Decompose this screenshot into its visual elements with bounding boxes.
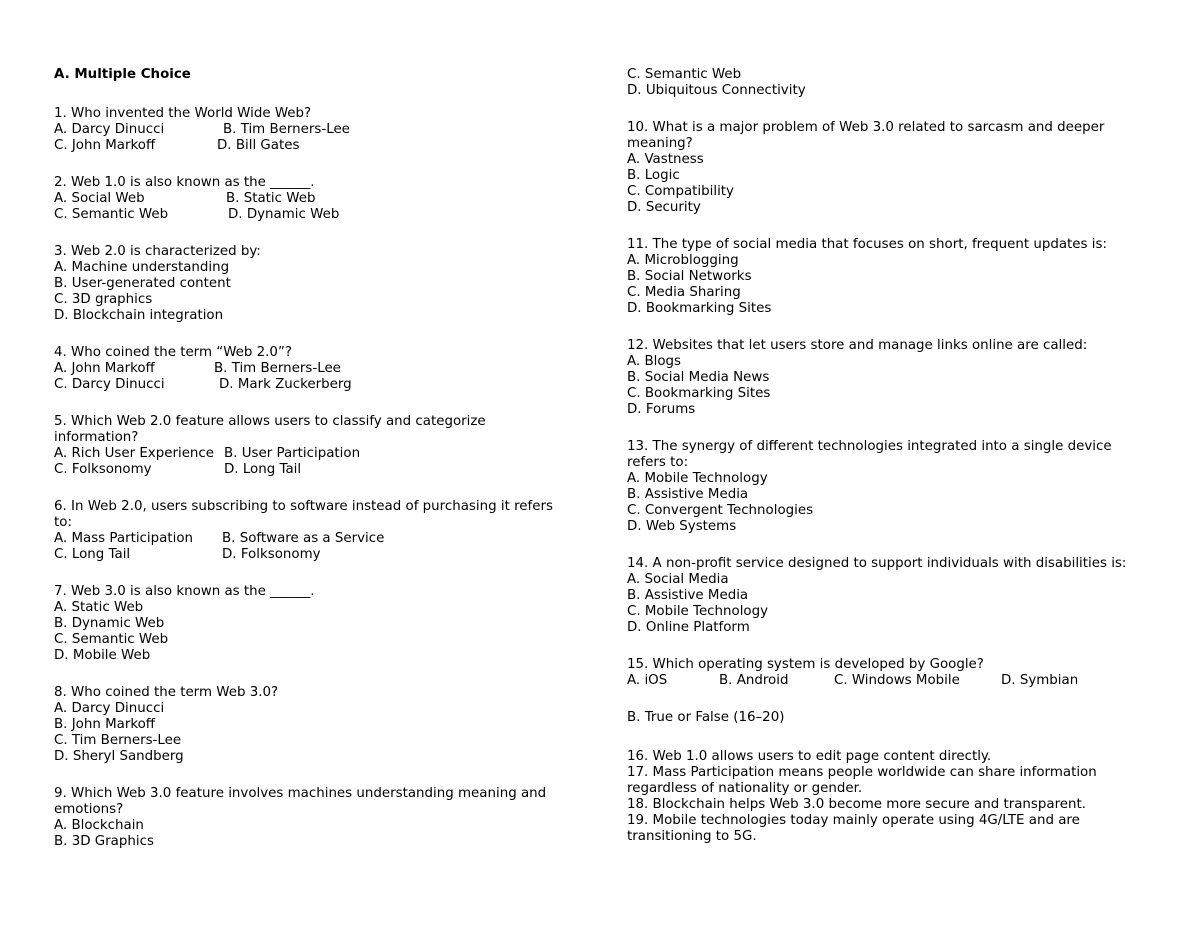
option-c: C. Tim Berners-Lee: [54, 733, 182, 748]
tf-item-19: 19. Mobile technologies today mainly operate using 4G/LTE and are transitioning to 5G.: [627, 813, 1080, 844]
question-text: 12. Websites that let users store and manage links online are called:: [627, 338, 1088, 353]
question-8: [54, 685, 574, 765]
question-text: 3. Web 2.0 is characterized by:: [54, 244, 261, 259]
option-b: B. Logic: [627, 168, 680, 183]
option-d: D. Symbian: [1001, 673, 1079, 688]
option-b: B. Dynamic Web: [54, 616, 165, 631]
option-d: D. Bill Gates: [217, 138, 300, 153]
option-c: C. Long Tail: [54, 547, 131, 562]
option-d: D. Ubiquitous Connectivity: [627, 83, 806, 98]
option-d: D. Online Platform: [627, 620, 750, 635]
option-b: B. Social Networks: [627, 269, 752, 284]
option-c: C. Semantic Web: [54, 207, 169, 222]
option-a: A. iOS: [627, 673, 668, 688]
question-10: [627, 120, 1147, 216]
option-a: A. Social Web: [54, 191, 145, 206]
option-c: C. Convergent Technologies: [627, 503, 814, 518]
question-text: 2. Web 1.0 is also known as the ______.: [54, 175, 315, 190]
option-c: C. Compatibility: [627, 184, 734, 199]
option-b: B. Tim Berners-Lee: [214, 361, 341, 376]
tf-item-18: 18. Blockchain helps Web 3.0 become more secure and transparent.: [627, 797, 1087, 812]
option-c: C. Bookmarking Sites: [627, 386, 771, 401]
option-d: D. Mobile Web: [54, 648, 151, 663]
option-d: D. Mark Zuckerberg: [219, 377, 352, 392]
option-d: D. Sheryl Sandberg: [54, 749, 184, 764]
question-text: 10. What is a major problem of Web 3.0 related to sarcasm and deeper meaning?: [627, 120, 1105, 151]
option-c: C. Semantic Web: [627, 67, 742, 82]
option-d: D. Security: [627, 200, 701, 215]
option-d: D. Folksonomy: [222, 547, 321, 562]
option-b: B. Assistive Media: [627, 588, 749, 603]
option-b: B. Tim Berners-Lee: [223, 122, 350, 137]
option-b: B. Android: [719, 673, 789, 688]
question-text: 1. Who invented the World Wide Web?: [54, 106, 312, 121]
question-text: 6. In Web 2.0, users subscribing to software instead of purchasing it refers to:: [54, 499, 553, 530]
question-14: [627, 556, 1147, 636]
option-b: B. 3D Graphics: [54, 834, 154, 849]
option-c: C. Darcy Dinucci: [54, 377, 165, 392]
question-5: [54, 414, 574, 478]
option-a: A. Darcy Dinucci: [54, 701, 165, 716]
option-d: D. Long Tail: [224, 462, 302, 477]
question-text: 7. Web 3.0 is also known as the ______.: [54, 584, 315, 599]
tf-item-17: 17. Mass Participation means people worldwide can share information regardless of nationality or gender.: [627, 765, 1097, 796]
question-1: [54, 106, 574, 154]
option-d: D. Web Systems: [627, 519, 737, 534]
option-a: A. Blogs: [627, 354, 682, 369]
option-a: A. John Markoff: [54, 361, 155, 376]
option-b: B. User-generated content: [54, 276, 231, 291]
question-text: 14. A non-profit service designed to support individuals with disabilities is:: [627, 556, 1127, 571]
option-d: D. Bookmarking Sites: [627, 301, 772, 316]
option-a: A. Mobile Technology: [627, 471, 768, 486]
option-b: B. Static Web: [226, 191, 316, 206]
option-c: C. 3D graphics: [54, 292, 153, 307]
option-a: A. Machine understanding: [54, 260, 230, 275]
question-text: 8. Who coined the term Web 3.0?: [54, 685, 279, 700]
tf-item-16: 16. Web 1.0 allows users to edit page content directly.: [627, 749, 992, 764]
option-d: D. Blockchain integration: [54, 308, 224, 323]
question-7: [54, 584, 574, 664]
option-a: A. Microblogging: [627, 253, 739, 268]
question-text: 9. Which Web 3.0 feature involves machines understanding meaning and emotions?: [54, 786, 547, 817]
question-4: [54, 345, 574, 393]
option-a: A. Blockchain: [54, 818, 144, 833]
right-column: [627, 67, 1147, 845]
section-a-heading: A. Multiple Choice: [54, 67, 191, 82]
question-6: [54, 499, 574, 563]
option-a: A. Social Media: [627, 572, 729, 587]
question-text: 4. Who coined the term “Web 2.0”?: [54, 345, 292, 360]
question-11: [627, 237, 1147, 317]
option-d: D. Dynamic Web: [228, 207, 340, 222]
question-text: 5. Which Web 2.0 feature allows users to classify and categorize information?: [54, 414, 486, 445]
option-c: C. John Markoff: [54, 138, 156, 153]
option-b: B. Social Media News: [627, 370, 770, 385]
question-15: [627, 657, 1147, 689]
question-2: [54, 175, 574, 223]
option-b: B. Assistive Media: [627, 487, 749, 502]
question-13: [627, 439, 1147, 535]
question-9: [54, 786, 574, 850]
question-3: [54, 244, 574, 324]
option-b: B. John Markoff: [54, 717, 156, 732]
option-c: C. Media Sharing: [627, 285, 741, 300]
option-a: A. Static Web: [54, 600, 144, 615]
question-9-continued: [627, 67, 1147, 99]
option-a: A. Rich User Experience: [54, 446, 215, 461]
option-d: D. Forums: [627, 402, 696, 417]
option-c: C. Windows Mobile: [834, 673, 960, 688]
option-c: C. Folksonomy: [54, 462, 152, 477]
question-12: [627, 338, 1147, 418]
section-b-heading: B. True or False (16–20): [627, 710, 785, 725]
question-text: 13. The synergy of different technologies integrated into a single device refers to:: [627, 439, 1112, 470]
option-c: C. Mobile Technology: [627, 604, 769, 619]
option-c: C. Semantic Web: [54, 632, 169, 647]
option-a: A. Darcy Dinucci: [54, 122, 165, 137]
true-false-list: [627, 749, 1147, 845]
option-a: A. Vastness: [627, 152, 704, 167]
option-b: B. Software as a Service: [222, 531, 385, 546]
left-column: [54, 67, 574, 850]
question-text: 15. Which operating system is developed by Google?: [627, 657, 984, 672]
option-a: A. Mass Participation: [54, 531, 193, 546]
option-b: B. User Participation: [224, 446, 361, 461]
question-text: 11. The type of social media that focuses on short, frequent updates is:: [627, 237, 1107, 252]
